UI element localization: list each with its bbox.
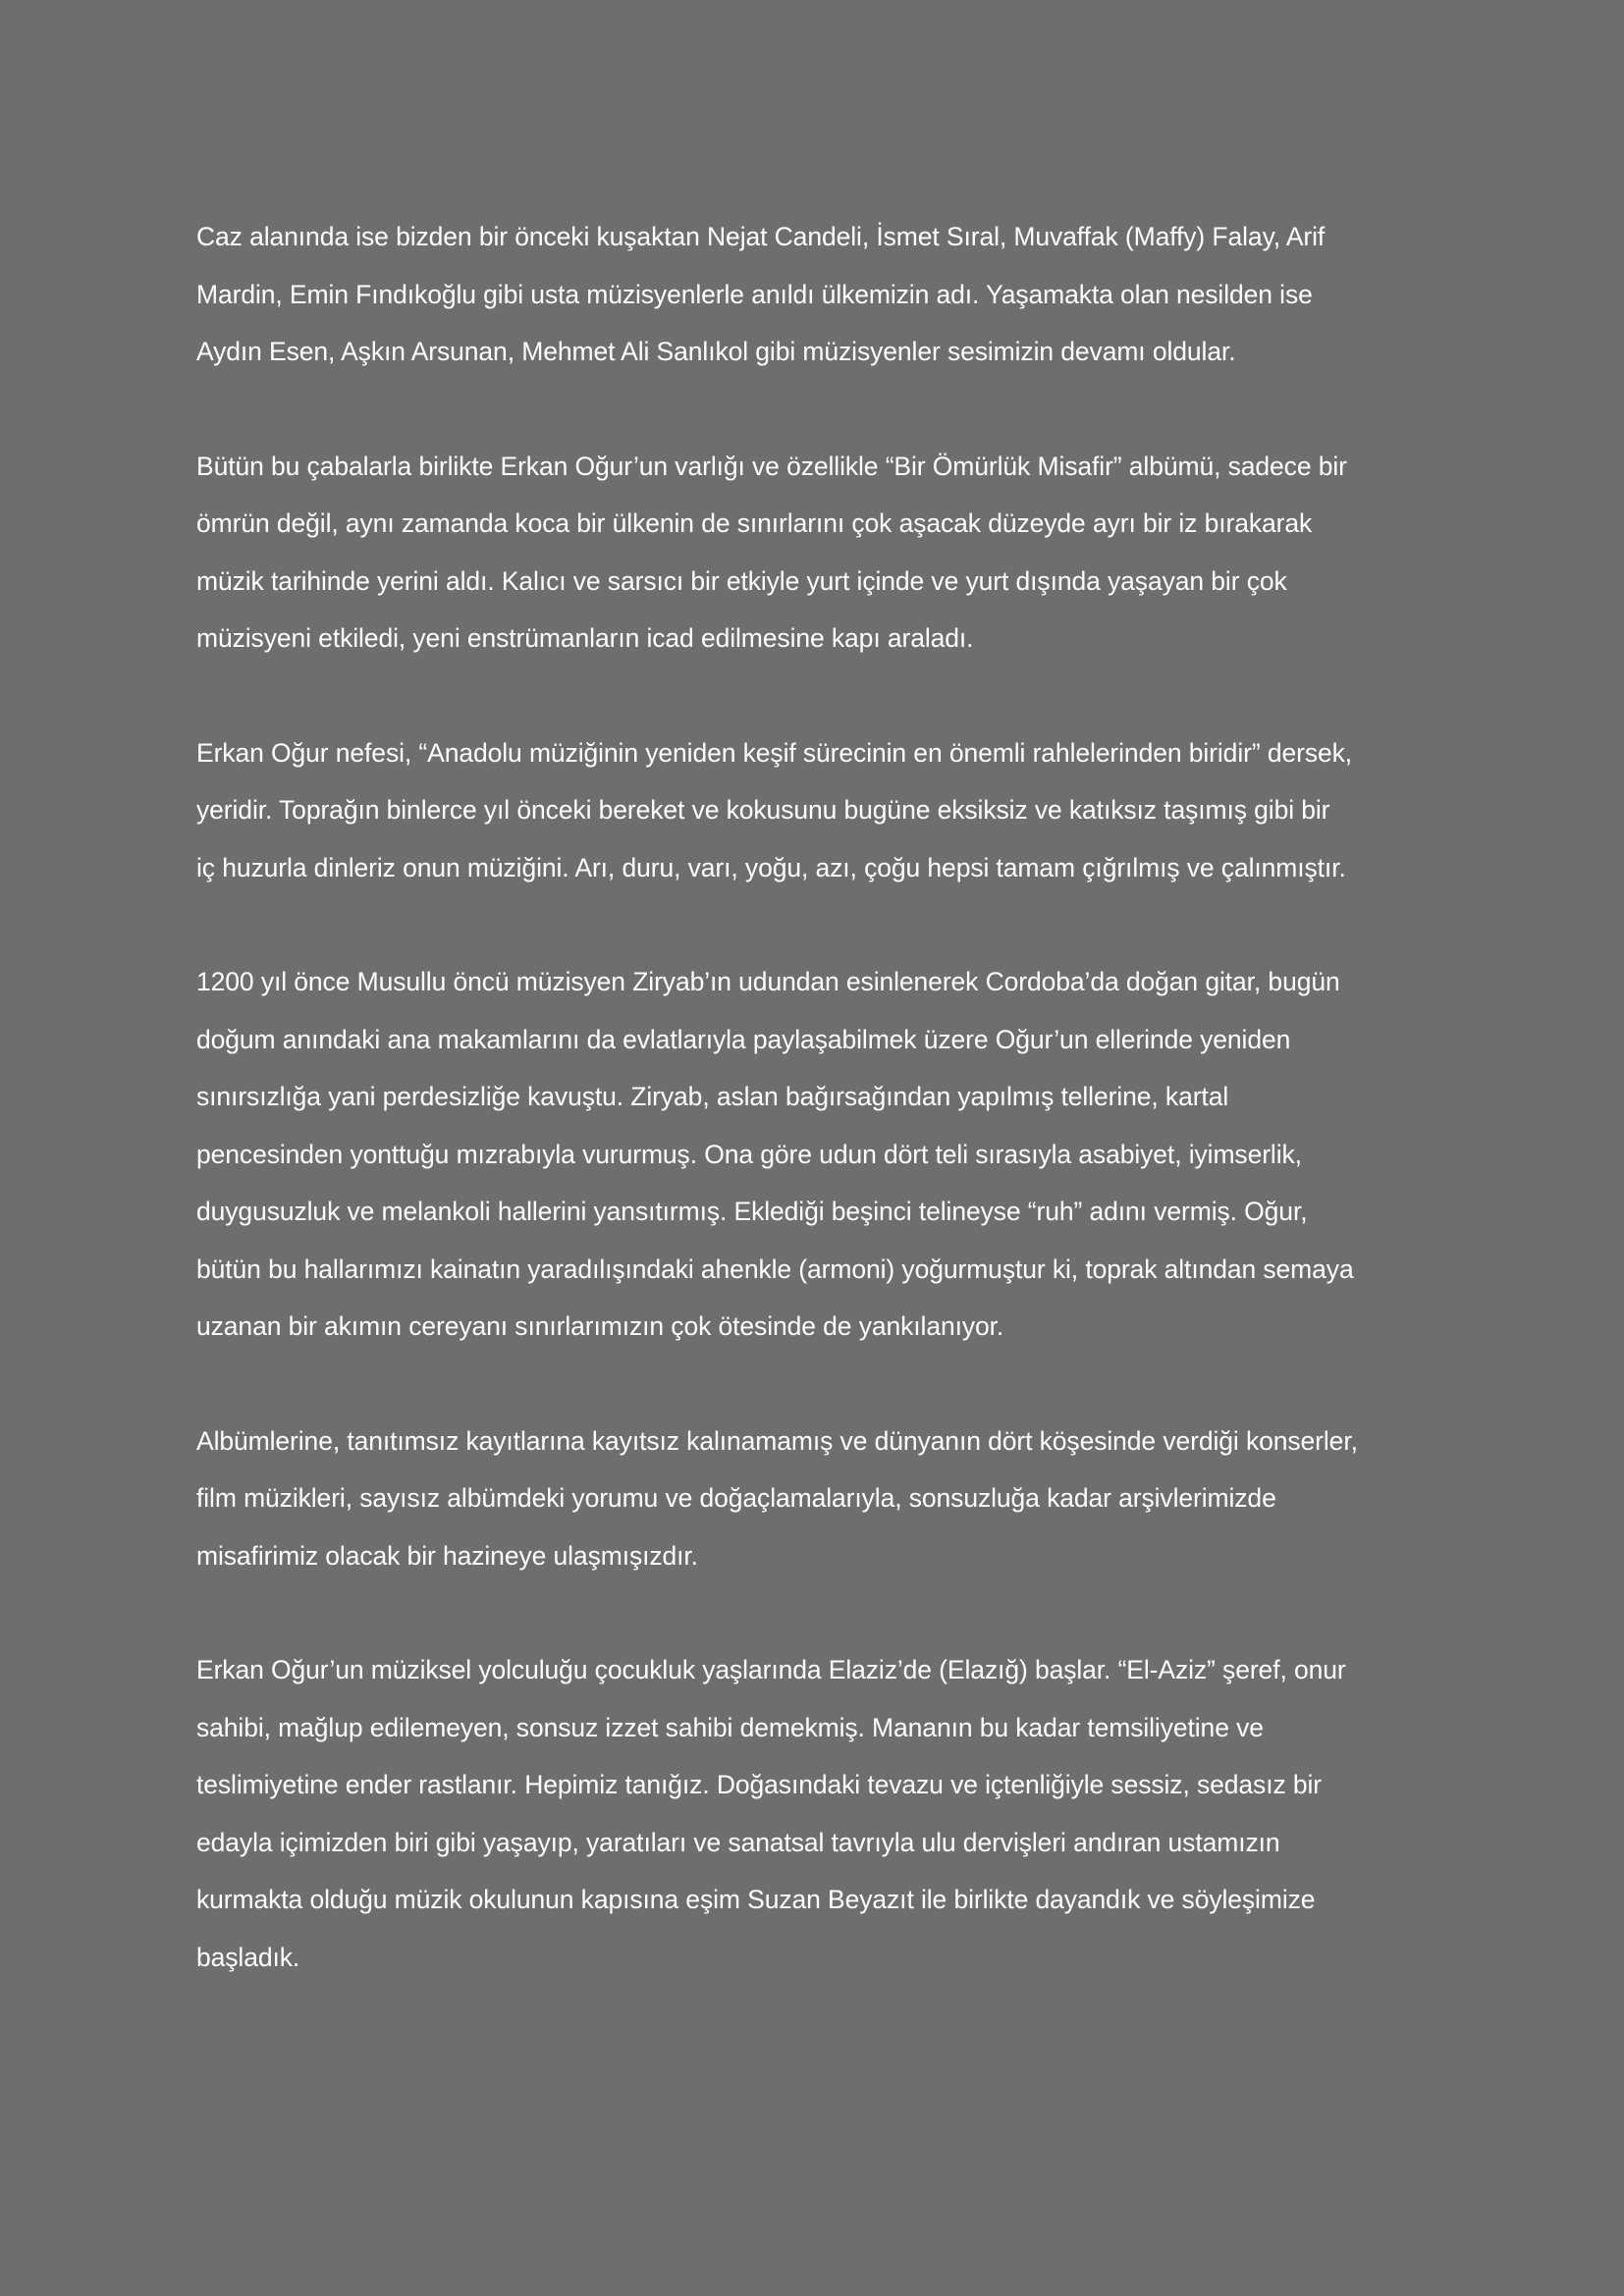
text-line: sınırsızlığa yani perdesizliğe kavuştu. Ziryab, aslan bağırsağından yapılmış tellerine, kartal (196, 1082, 1229, 1111)
text-line: 1200 yıl önce Musullu öncü müzisyen Ziryab’ın udundan esinlenerek Cordoba’da doğan gitar, bugün (196, 967, 1340, 996)
text-line: sahibi, mağlup edilemeyen, sonsuz izzet sahibi demekmiş. Mananın bu kadar temsiliyetine ve (196, 1712, 1264, 1742)
paragraph (196, 724, 1453, 897)
paragraph (196, 1413, 1453, 1585)
paragraph (196, 208, 1453, 381)
text-line: teslimiyetine ender rastlanır. Hepimiz tanığız. Doğasındaki tevazu ve içtenliğiyle sessiz, sedasız bir (196, 1770, 1323, 1799)
text-line: doğum anındaki ana makamlarını da evlatlarıyla paylaşabilmek üzere Oğur’un ellerinde yeniden (196, 1024, 1291, 1054)
text-line: ömrün değil, aynı zamanda koca bir ülkenin de sınırlarını çok aşacak düzeyde ayrı bir iz bırakarak (196, 508, 1313, 538)
text-line: başladık. (196, 1942, 300, 1972)
text-line: yeridir. Toprağın binlerce yıl önceki bereket ve kokusunu bugüne eksiksiz ve katıksız taşımış gibi bir (196, 795, 1330, 825)
text-line: duygusuzluk ve melankoli hallerini yansıtırmış. Eklediği beşinci telineyse “ruh” adını vermiş. Oğur, (196, 1197, 1308, 1226)
paragraph (196, 1641, 1453, 1986)
text-line: film müzikleri, sayısız albümdeki yorumu ve doğaçlamalarıyla, sonsuzluğa kadar arşivlerimizde (196, 1483, 1276, 1513)
text-line: Mardin, Emin Fındıkoğlu gibi usta müzisyenlerle anıldı ülkemizin adı. Yaşamakta olan nesilden ise (196, 279, 1313, 309)
text-line: Aydın Esen, Aşkın Arsunan, Mehmet Ali Sanlıkol gibi müzisyenler sesimizin devamı oldular. (196, 337, 1236, 366)
paragraph (196, 438, 1453, 667)
text-line: edayla içimizden biri gibi yaşayıp, yaratıları ve sanatsal tavrıyla ulu dervişleri andıran ustamızın (196, 1827, 1280, 1857)
text-line: Albümlerine, tanıtımsız kayıtlarına kayıtsız kalınamamış ve dünyanın dört köşesinde verdiği konserler, (196, 1425, 1358, 1456)
paragraph (196, 953, 1453, 1356)
text-line: Caz alanında ise bizden bir önceki kuşaktan Nejat Candeli, İsmet Sıral, Muvaffak (Maffy) Falay, Arif (196, 222, 1326, 251)
text-line: Bütün bu çabalarla birlikte Erkan Oğur’un varlığı ve özellikle “Bir Ömürlük Misafir” albümü, sadece bir (196, 451, 1347, 481)
text-line: pencesinden yonttuğu mızrabıyla vururmuş. Ona göre udun dört teli sırasıyla asabiyet, iyimserlik, (196, 1139, 1302, 1169)
text-line: iç huzurla dinleriz onun müziğini. Arı, duru, varı, yoğu, azı, çoğu hepsi tamam çığrılmış ve çalınmıştır. (196, 852, 1346, 882)
text-line: Erkan Oğur nefesi, “Anadolu müziğinin yeniden keşif sürecinin en önemli rahlelerinden biridir” dersek, (196, 737, 1353, 768)
text-line: bütün bu hallarımızı kainatın yaradılışındaki ahenkle (armoni) yoğurmuştur ki, toprak altından semaya (196, 1254, 1354, 1284)
body-text (196, 208, 1453, 2043)
text-line: uzanan bir akımın cereyanı sınırlarımızın çok ötesinde de yankılanıyor. (196, 1311, 1004, 1341)
text-line: müzik tarihinde yerini aldı. Kalıcı ve sarsıcı bir etkiyle yurt içinde ve yurt dışında yaşayan bir çok (196, 565, 1287, 596)
text-line: müzisyeni etkiledi, yeni enstrümanların icad edilmesine kapı araladı. (196, 623, 974, 653)
text-line: kurmakta olduğu müzik okulunun kapısına eşim Suzan Beyazıt ile birlikte dayandık ve söyleşimize (196, 1885, 1316, 1914)
text-line: misafirimiz olacak bir hazineye ulaşmışızdır. (196, 1540, 698, 1571)
text-line: Erkan Oğur’un müziksel yolculuğu çocukluk yaşlarında Elaziz’de (Elazığ) başlar. “El-Aziz” şeref, onur (196, 1655, 1346, 1684)
